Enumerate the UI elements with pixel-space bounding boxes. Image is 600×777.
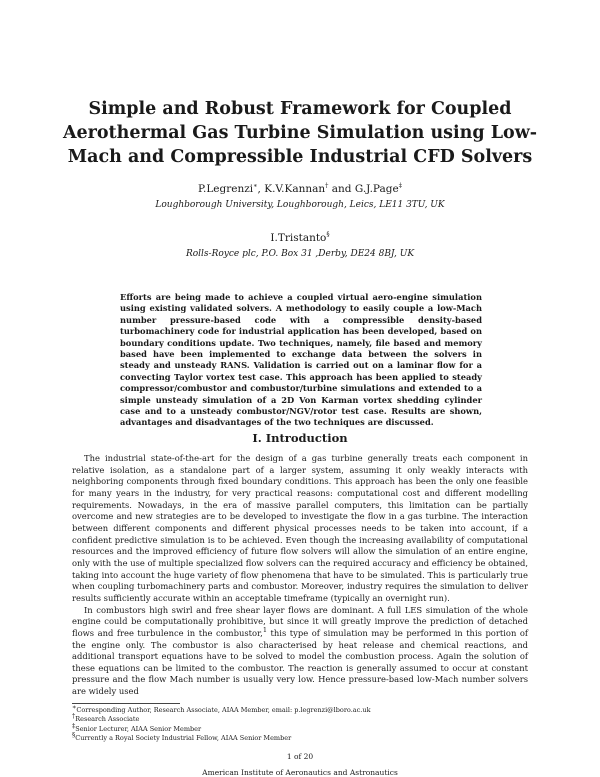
footnote-text: Currently a Royal Society Industrial Fellow, AIAA Senior Member (75, 734, 292, 743)
author-separator: and (328, 183, 355, 195)
footnotes (72, 702, 528, 744)
footnote-rule (72, 703, 180, 704)
author-separator: , (257, 183, 265, 195)
citation-marker: 1 (262, 626, 267, 635)
footnote (72, 731, 528, 743)
author-line-2 (40, 231, 560, 245)
footnote-mark: ∗ (72, 702, 77, 711)
paper-title: Simple and Robust Framework for Coupled Aerothermal Gas Turbine Simulation using Low-Mach and Compressible Industrial CFD Solvers (62, 99, 538, 167)
footnote-marker: ‡ (398, 181, 402, 190)
author-name: K.V.Kannan (264, 183, 326, 195)
footnote (72, 721, 528, 734)
affiliation-1: Loughborough University, Loughborough, Leics, LE11 3TU, UK (155, 200, 445, 210)
author-name: G.J.Page (354, 183, 399, 195)
footnote (72, 712, 528, 724)
paragraph: The industrial state-of-the-art for the design of a gas turbine generally treats each component in relative isolation, as a standalone part of a larger system, assuming it only weakly interacts with neighboring components through fixed boundary conditions. This approach has been the only one feasible for many years in the industry, for very practical reasons: computational cost and different modelling requirements. Nowadays, in the era of massive parallel computers, this limitation can be partially overcome and new strategies are to be developed to investigate the flow in a gas turbine. The interaction between different components and different physical processes needs to be taken into account, if a confident predictive simulation is to be achieved. Even though the increasing availability of computational resources and the improved efficiency of future flow solvers will allow the simulation of an entire engine, only with the use of multiple specialized flow solvers can the required accuracy and efficiency be obtained, taking into account the huge variety of flow phenomena that have to be simulated. This is particularly true when coupling turbomachinery parts and combustor. Moreover, industry requires the simulation to deliver results sufficiently accurate within an acceptable timeframe (typically an overnight run). (72, 453, 528, 603)
paragraph (72, 605, 528, 698)
author-name: I.Tristanto (270, 232, 327, 244)
footnote-marker: ∗ (253, 181, 258, 190)
footnote-mark: § (72, 731, 76, 740)
author-line-1 (40, 182, 560, 196)
paragraph-text: this type of simulation may be performed in this portion of the engine only. The combustor is also characterised by heat release and chemical reactions, and additional transport equations have to be solved to model the combustion process. Again the solution of these equations can be limited to the combustor. The reaction is generally assumed to occur at constant pressure and the flow Mach number is usually very low. Hence pressure-based low-Mach number solvers are widely used (72, 627, 528, 697)
footnote (72, 702, 528, 715)
footnote-mark: ‡ (72, 721, 76, 730)
footnote-marker: † (325, 181, 329, 190)
footnote-text: Senior Lecturer, AIAA Senior Member (75, 724, 202, 733)
author-name: P.Legrenzi (198, 183, 254, 195)
page-number: 1 of 20 (286, 752, 314, 761)
footnote-text: Research Associate (75, 715, 140, 724)
footnote-mark: † (72, 712, 76, 721)
body-text (72, 453, 528, 698)
abstract: Efforts are being made to achieve a coupled virtual aero-engine simulation using existing validated solvers. A methodology to easily couple a low-Mach number pressure-based code with a compressible density-based turbomachinery code for industrial application has been developed, based on boundary conditions update. Two techniques, namely, file based and memory based have been implemented to exchange data between the solvers in steady and unsteady RANS. Validation is carried out on a laminar flow for a convecting Taylor vortex test case. This approach has been applied to steady compressor/combustor and combustor/turbine simulations and extended to a simple unsteady simulation of a 2D Von Karman vortex shedding cylinder case and to a unsteady combustor/NGV/rotor test case. Results are shown, advantages and disadvantages of the two techniques are discussed. (120, 292, 482, 428)
affiliation-2: Rolls-Royce plc, P.O. Box 31 ,Derby, DE24 8BJ, UK (185, 249, 415, 259)
section-heading: I. Introduction (252, 431, 348, 445)
paragraph-text: In combustors high swirl and free shear layer flows are dominant. A full LES simulation of the whole engine could be computationally prohibitive, but since it will greatly improve the prediction of detached flows and free turbulence in the combustor, (72, 604, 528, 638)
footnote-marker: § (326, 230, 330, 239)
footer-organization: American Institute of Aeronautics and Astronautics (202, 768, 398, 777)
footnote-text: Corresponding Author, Research Associate, AIAA Member, email: p.legrenzi@lboro.ac.uk (76, 706, 371, 714)
